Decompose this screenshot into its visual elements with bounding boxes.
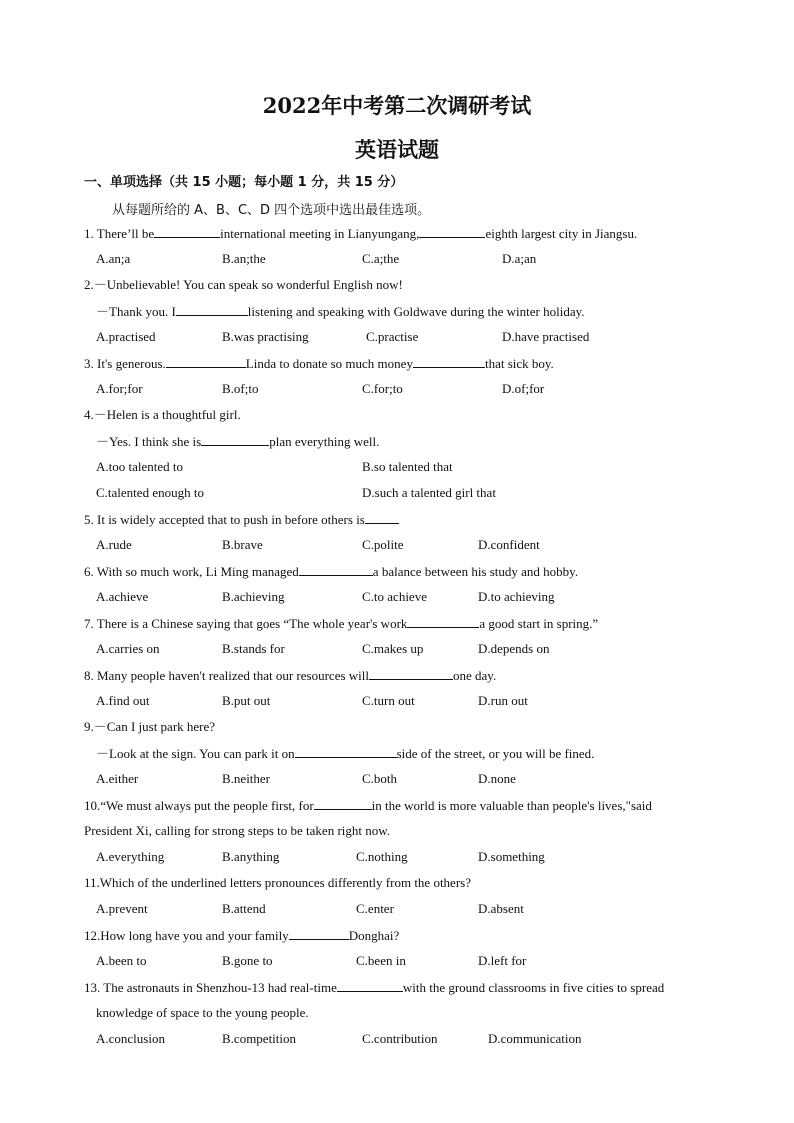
answer-blank bbox=[176, 302, 248, 316]
option-a: A.conclusion bbox=[96, 1031, 165, 1046]
question-10-cont: President Xi, calling for strong steps to be taken right now. bbox=[84, 823, 391, 838]
answer-blank bbox=[337, 978, 403, 992]
question-7: 7. There is a Chinese saying that goes “The whole year's work a good start in spring.” bbox=[84, 616, 599, 631]
option-d: D.none bbox=[478, 771, 516, 786]
option-b: B.was practising bbox=[222, 329, 309, 344]
option-d: D.depends on bbox=[478, 641, 550, 656]
question-5: 5. It is widely accepted that to push in before others is bbox=[84, 510, 399, 529]
option-d: D.left for bbox=[478, 953, 527, 968]
option-b: B.an;the bbox=[222, 251, 266, 266]
answer-blank bbox=[413, 354, 485, 368]
option-c: C.for;to bbox=[362, 381, 403, 396]
option-c: C.both bbox=[362, 771, 398, 786]
option-b: B.gone to bbox=[222, 953, 273, 968]
option-a: A.been to bbox=[96, 953, 147, 968]
option-d: D.communication bbox=[488, 1031, 582, 1046]
question-6: 6. With so much work, Li Ming managed a balance between his study and hobby. bbox=[84, 564, 579, 579]
option-b: B.put out bbox=[222, 693, 271, 708]
option-b: B.neither bbox=[222, 771, 271, 786]
answer-blank bbox=[289, 926, 349, 940]
question-2: 2.－Unbelievable! You can speak so wonderful English now! bbox=[84, 277, 403, 292]
option-d: D.run out bbox=[478, 693, 528, 708]
question-13: 13. The astronauts in Shenzhou-13 had real-time with the ground classrooms in five cities to spread bbox=[84, 980, 665, 995]
option-c: C.talented enough to bbox=[96, 485, 204, 500]
question-10: 10.“We must always put the people first, for in the world is more valuable than people's lives,"said bbox=[84, 798, 652, 813]
answer-blank bbox=[314, 796, 372, 810]
option-a: A.prevent bbox=[96, 901, 148, 916]
question-13-cont: knowledge of space to the young people. bbox=[96, 1005, 309, 1020]
option-a: A.too talented to bbox=[96, 459, 184, 474]
answer-blank bbox=[166, 354, 246, 368]
question-8: 8. Many people haven't realized that our resources will one day. bbox=[84, 668, 497, 683]
answer-blank bbox=[407, 614, 479, 628]
option-d: D.such a talented girl that bbox=[362, 485, 496, 500]
answer-blank bbox=[295, 744, 397, 758]
option-c: C.been in bbox=[356, 953, 406, 968]
option-a: A.rude bbox=[96, 537, 132, 552]
question-1: 1. There’ll be international meeting in Lianyungang, eighth largest city in Jiangsu. bbox=[84, 226, 638, 241]
option-b: B.anything bbox=[222, 849, 280, 864]
question-12: 12.How long have you and your family Donghai? bbox=[84, 928, 400, 943]
option-c: C.contribution bbox=[362, 1031, 438, 1046]
option-c: C.nothing bbox=[356, 849, 408, 864]
option-d: D.of;for bbox=[502, 381, 545, 396]
answer-blank bbox=[365, 510, 399, 524]
exam-title: 2022年中考第二次调研考试 bbox=[262, 93, 532, 118]
question-3: 3. It's generous. Linda to donate so much money that sick boy. bbox=[84, 356, 554, 371]
exam-subtitle: 英语试题 bbox=[355, 137, 439, 162]
answer-blank bbox=[299, 562, 373, 576]
option-a: A.everything bbox=[96, 849, 165, 864]
option-d: D.absent bbox=[478, 901, 524, 916]
option-d: D.confident bbox=[478, 537, 540, 552]
option-b: B.so talented that bbox=[362, 459, 453, 474]
option-a: A.for;for bbox=[96, 381, 143, 396]
answer-blank bbox=[369, 666, 453, 680]
option-b: B.achieving bbox=[222, 589, 285, 604]
option-a: A.practised bbox=[96, 329, 156, 344]
section-instruction: 从每题所给的 A、B、C、D 四个选项中选出最佳选项。 bbox=[112, 203, 431, 218]
option-a: A.carries on bbox=[96, 641, 160, 656]
option-d: D.a;an bbox=[502, 251, 537, 266]
question-11: 11.Which of the underlined letters pronounces differently from the others? bbox=[84, 875, 471, 890]
option-d: D.something bbox=[478, 849, 545, 864]
option-b: B.competition bbox=[222, 1031, 297, 1046]
answer-blank bbox=[154, 224, 220, 238]
option-c: C.turn out bbox=[362, 693, 415, 708]
option-c: C.to achieve bbox=[362, 589, 427, 604]
option-d: D.to achieving bbox=[478, 589, 555, 604]
option-c: C.a;the bbox=[362, 251, 400, 266]
option-b: B.brave bbox=[222, 537, 263, 552]
option-a: A.achieve bbox=[96, 589, 149, 604]
option-c: C.enter bbox=[356, 901, 394, 916]
option-b: B.of;to bbox=[222, 381, 259, 396]
option-a: A.find out bbox=[96, 693, 150, 708]
answer-blank bbox=[419, 224, 485, 238]
option-b: B.attend bbox=[222, 901, 266, 916]
option-c: C.practise bbox=[366, 329, 419, 344]
option-d: D.have practised bbox=[502, 329, 590, 344]
section-heading: 一、单项选择（共 15 小题；每小题 1 分，共 15 分） bbox=[84, 175, 404, 190]
option-c: C.polite bbox=[362, 537, 404, 552]
answer-blank bbox=[201, 432, 269, 446]
question-2-reply: －Thank you. I listening and speaking with Goldwave during the winter holiday. bbox=[96, 304, 585, 319]
question-9: 9.－Can I just park here? bbox=[84, 719, 216, 734]
question-9-reply: －Look at the sign. You can park it on side of the street, or you will be fined. bbox=[96, 746, 595, 761]
question-4-reply: －Yes. I think she is plan everything well. bbox=[96, 434, 380, 449]
option-a: A.an;a bbox=[96, 251, 131, 266]
option-b: B.stands for bbox=[222, 641, 285, 656]
option-a: A.either bbox=[96, 771, 139, 786]
option-c: C.makes up bbox=[362, 641, 424, 656]
question-4: 4.－Helen is a thoughtful girl. bbox=[84, 407, 241, 422]
